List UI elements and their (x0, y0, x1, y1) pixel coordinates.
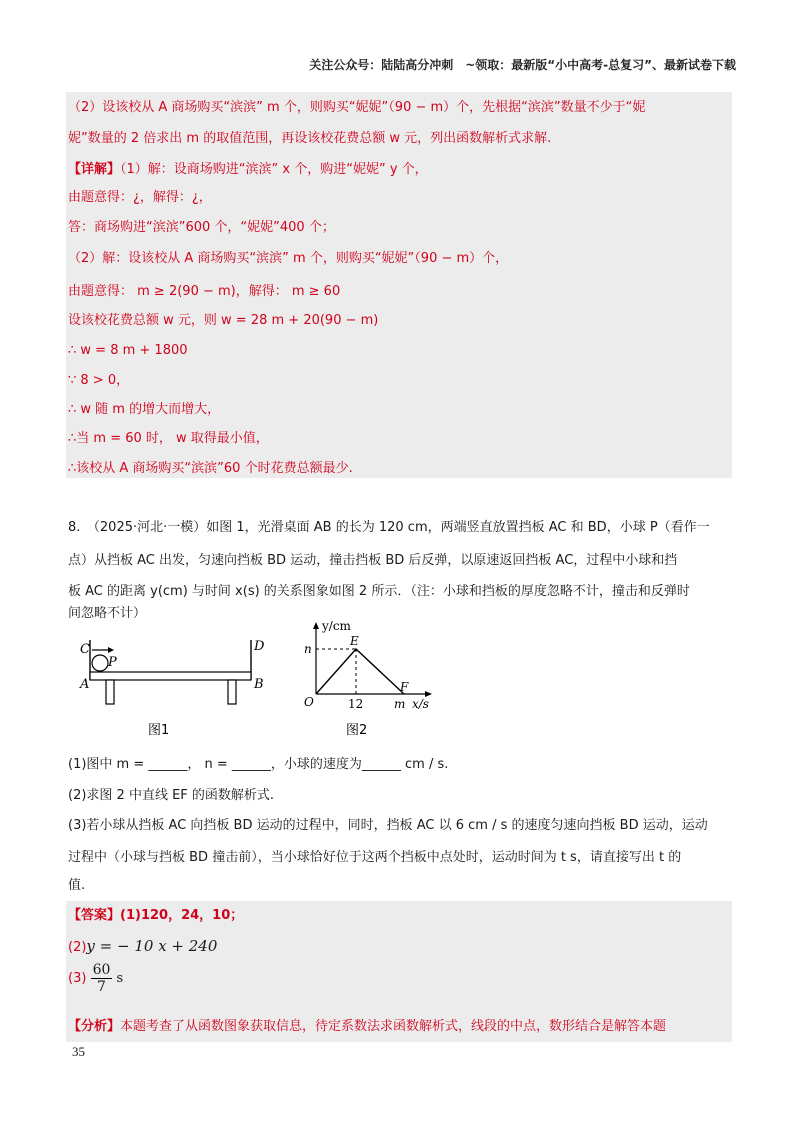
figure-1-caption: 图1 (148, 723, 170, 738)
figure-2 (296, 612, 446, 747)
question-3-line-1: (3)若小球从挡板 AC 向挡板 BD 运动的过程中，同时，挡板 AC 以 6 cm / s 的速度匀速向挡板 BD 运动，运动 (68, 818, 708, 833)
detail-line-1 (68, 160, 428, 180)
page-header: 关注公众号：陆陆高分冲刺 ~领取：最新版“小中高考-总复习”、最新试卷下载 (309, 58, 736, 72)
detail-text: （1）解：设商场购进“滨滨” x 个，购进“妮妮” y 个， (120, 162, 428, 177)
problem-line-2: 点）从挡板 AC 出发，匀速向挡板 BD 运动，撞击挡板 BD 后反弹，以原速返回挡板 AC，过程中小球和挡 (68, 553, 678, 568)
answer-tag: 【答案】 (68, 908, 121, 923)
question-3-line-3: 值. (68, 878, 86, 893)
inequality-line: 由题意得： m ≥ 2(90 − m)，解得： m ≥ 60 (68, 284, 341, 299)
label-n: n (304, 642, 312, 656)
graph-oef (316, 649, 404, 694)
figure-1 (70, 630, 280, 745)
increase-line: ∴ w 随 m 的增大而增大， (68, 402, 221, 417)
answer-2-line (68, 936, 217, 958)
answer-3-denominator: 7 (97, 979, 106, 995)
answer-3-prefix: (3) (68, 971, 87, 986)
detail-tag: 【详解】 (68, 162, 121, 177)
hint-line-2: 妮”数量的 2 倍求出 m 的取值范围，再设该校花费总额 w 元，列出函数解析式求解. (68, 131, 552, 146)
label-e: E (350, 634, 359, 648)
cost-line: 设该校花费总额 w 元，则 w = 28 m + 20(90 − m) (68, 313, 379, 328)
label-m: m (394, 697, 406, 711)
answer-2: y = − 10 x + 240 (86, 937, 218, 955)
hint-line-1: （2）设该校从 A 商场购买“滨滨” m 个，则购买“妮妮”（90 − m）个，先根据“滨滨”数量不少于“妮 (68, 100, 646, 115)
y-axis-label: y/cm (322, 619, 351, 633)
answer-line-1-block (68, 906, 243, 926)
ball-p (92, 655, 108, 671)
label-12: 12 (348, 697, 364, 711)
question-2: (2)求图 2 中直线 EF 的函数解析式. (68, 788, 275, 803)
label-a: A (80, 677, 90, 692)
label-f: F (400, 680, 409, 694)
problem-line-4: 间忽略不计） (68, 606, 147, 621)
answer-3-fraction (91, 962, 113, 995)
label-p: P (108, 655, 117, 670)
answer-2-prefix: (2) (68, 940, 87, 955)
label-o: O (304, 695, 314, 709)
figure-2-caption: 图2 (346, 723, 368, 738)
equation-line: 由题意得：¿，解得：¿， (68, 190, 212, 205)
answer-1: (1)120，24，10； (120, 908, 244, 923)
label-d: D (254, 639, 265, 654)
cost-simplified-line: ∴ w = 8 m + 1800 (68, 343, 188, 358)
minimum-line: ∴当 m = 60 时， w 取得最小值， (68, 431, 269, 446)
question-3-line-2: 过程中（小球与挡板 BD 撞击前），当小球恰好位于这两个挡板中点处时，运动时间为 t s，请直接写出 t 的 (68, 850, 682, 865)
label-b: B (254, 677, 264, 692)
analysis-line (68, 1017, 666, 1037)
positive-line: ∵ 8 > 0， (68, 373, 130, 388)
label-c: C (80, 642, 90, 657)
analysis-tag: 【分析】 (68, 1019, 121, 1034)
problem-line-1: 8. （2025·河北·一模）如图 1，光滑桌面 AB 的长为 120 cm，两端竖直放置挡板 AC 和 BD，小球 P（看作一 (68, 520, 710, 535)
analysis-text: 本题考查了从函数图象获取信息，待定系数法求函数解析式，线段的中点，数形结合是解答本题 (120, 1019, 667, 1034)
answer-3-numerator: 60 (92, 962, 111, 978)
part2-line: （2）解：设该校从 A 商场购买“滨滨” m 个，则购买“妮妮”（90 − m）个， (68, 251, 509, 266)
conclusion-line: ∴该校从 A 商场购买“滨滨”60 个时花费总额最少. (68, 461, 353, 476)
problem-line-3: 板 AC 的距离 y(cm) 与时间 x(s) 的关系图象如图 2 所示．（注：小球和挡板的厚度忽略不计，撞击和反弹时 (68, 584, 690, 599)
answer-3-unit: s (116, 971, 124, 986)
question-1: (1)图中 m = ______， n = ______，小球的速度为______ cm / s. (68, 757, 449, 772)
page-number: 35 (72, 1044, 85, 1059)
answer-3-line (68, 962, 123, 995)
answer-line-1: 答：商场购进“滨滨”600 个，“妮妮”400 个； (68, 220, 335, 235)
x-axis-label: x/s (412, 697, 429, 711)
